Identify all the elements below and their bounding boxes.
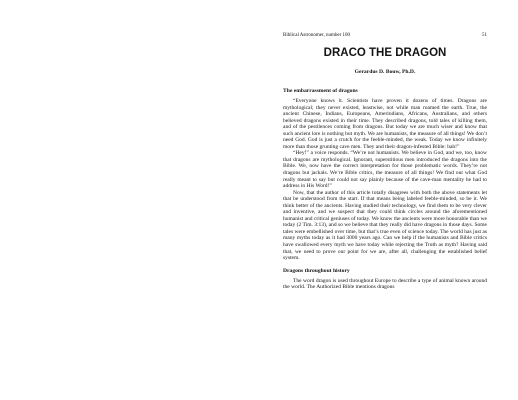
article-author: Gerardus D. Bouw, Ph.D.	[354, 69, 416, 75]
book-page	[283, 33, 487, 291]
article-body	[283, 88, 487, 291]
section-heading: Dragons throughout history	[283, 267, 350, 274]
article-title: DRACO THE DRAGON	[323, 47, 447, 59]
body-paragraph: “Everyone knows it. Scientists have proven it dozens of times. Dragons are mythological; they never existed, leastwise, not while man roamed the earth. True, the ancient Chinese, Indians, Europeans, Amerindians, Africans, Australians, and others believed dragons existed in their time. They described dragons, told tales of killing them, and of the pestilences coming from dragons. But today we are much wiser and know that such ancient lore is nothing but myth. We are humanists, the measure of all things! We don’t need God. God is just a crutch for the feeble-minded, the weak. Today we know infinitely more than those grunting cave men. They and their dragon-infested Bible: bah!”	[283, 98, 487, 150]
running-head	[283, 33, 487, 39]
body-paragraph: Now, that the author of this article totally disagrees with both the above statements let that be understood from the start. If that means being labeled feeble-minded, so be it. We think better of the ancients. Having studied their technology, we find them to be very clever and inventive, and we suspect that they could think circles around the aforementioned humanist and critical geniuses of today. We know the ancients were more honorable than we today (2 Tim. 3:13), and so we believe that they really did have dragons in those days. Some tales were embellished over time, but that’s true even of science today. The world has just as many myths today as it had 3000 years ago. Can we help if the humanists and Bible critics have swallowed every myth we have today while rejecting the Truth as myth? Having said that, we need to prove our point for we are, after all, challenging the established belief system.	[283, 189, 487, 262]
section-heading: The embarrassment of dragons	[283, 88, 358, 94]
body-paragraph: “Hey!” a voice responds. “We’re not humanists. We believe in God, and we, too, know that dragons are mythological. Ignorant, superstitious men introduced the dragons into the Bible. We, now have the correct interpretation for those problematic words. They’re not dragons but jackals. We’re Bible critics, the measure of all things! We find out what God really meant to say but could not say plainly because of the cave-man mentality he had to address in His Word!”	[283, 150, 487, 190]
journal-name: Biblical Astronomer, number 100	[283, 33, 351, 38]
body-paragraph: The word dragon is used throughout Europe to describe a type of animal known around the world. The Authorized Bible mentions dragons	[283, 277, 487, 291]
page-number: 51	[482, 33, 487, 38]
